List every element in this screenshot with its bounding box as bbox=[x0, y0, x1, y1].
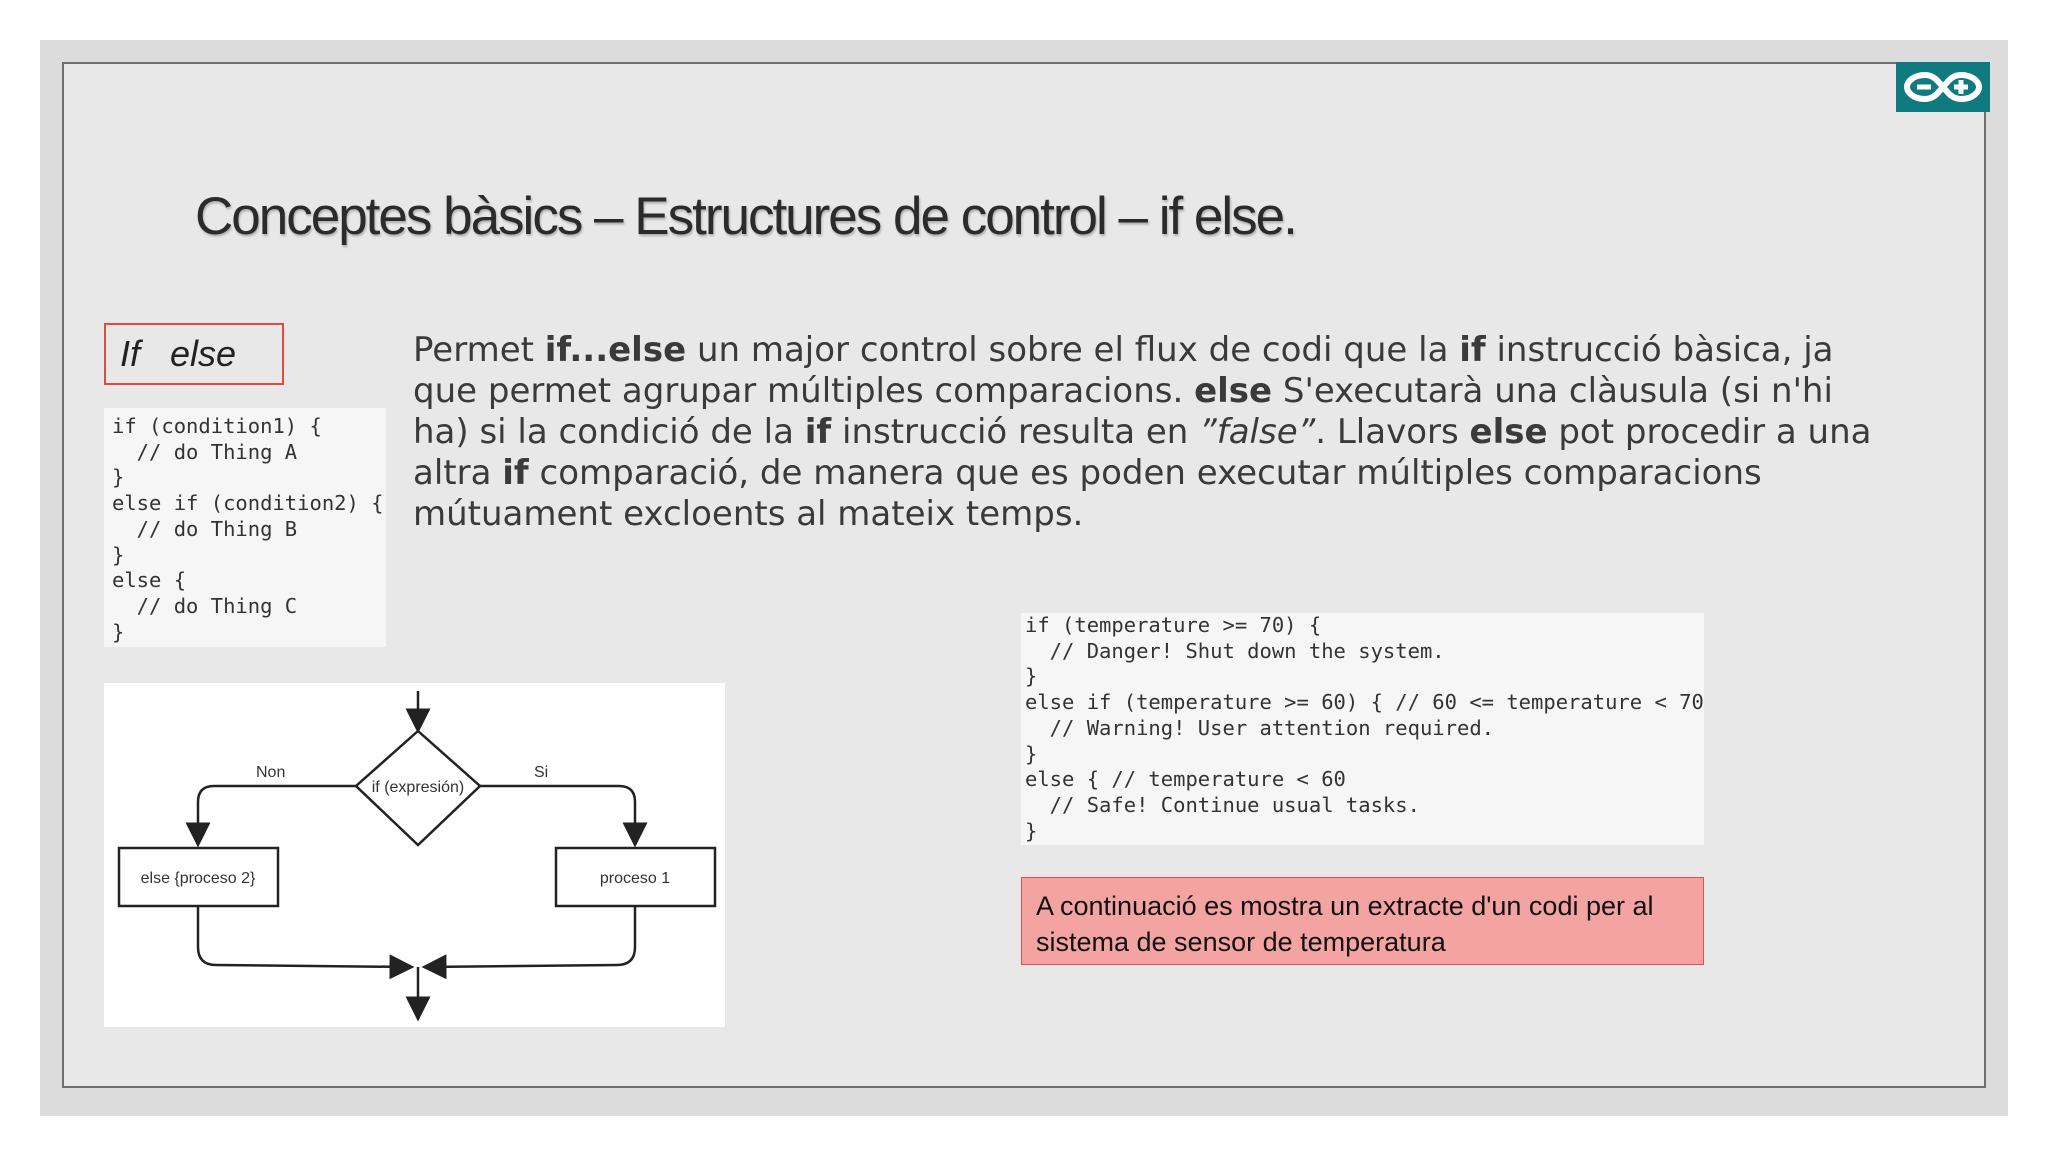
if-else-tag: If else bbox=[104, 323, 284, 385]
description-paragraph bbox=[413, 330, 1893, 535]
no-label: Non bbox=[256, 764, 286, 781]
description-run: if bbox=[1459, 330, 1486, 370]
slide-title: Conceptes bàsics – Estructures de control – if else. bbox=[195, 187, 1296, 246]
description-run: S'executarà una clàusula (si n'hi ha) si la condició de la bbox=[413, 371, 1833, 452]
infinity-icon bbox=[1903, 65, 1983, 109]
description-run: Permet bbox=[413, 330, 545, 370]
description-run: if bbox=[502, 453, 529, 493]
description-run: else bbox=[1469, 412, 1548, 452]
if-process-label: proceso 1 bbox=[599, 870, 671, 887]
yes-label: Si bbox=[534, 764, 549, 781]
if-else-flowchart bbox=[104, 683, 725, 1027]
else-process-label: else {proceso 2} bbox=[140, 870, 256, 887]
description-run: un major control sobre el flux de codi que la bbox=[686, 330, 1460, 370]
arduino-logo bbox=[1896, 62, 1990, 112]
decision-label: if (expresión) bbox=[371, 779, 465, 796]
description-run: if...else bbox=[544, 330, 687, 370]
description-run: . Llavors bbox=[1315, 412, 1470, 452]
no-branch-line bbox=[198, 786, 356, 845]
description-run: if bbox=[804, 412, 832, 452]
description-run: instrucció resulta en bbox=[831, 412, 1200, 452]
temperature-note: A continuació es mostra un extracte d'un codi per al sistema de sensor de temperatura bbox=[1021, 877, 1704, 965]
yes-branch-line bbox=[480, 786, 635, 845]
flowchart-panel bbox=[104, 683, 725, 1027]
code-snippet-temperature: if (temperature >= 70) { // Danger! Shut down the system. } else if (temperature >= 60) { // 60 <= temperature < 70 // Warning! User attention required. } else { // temperature < 60 // Safe! Continue usual tasks. } bbox=[1021, 613, 1704, 845]
else-merge-line bbox=[198, 906, 412, 967]
description-run: else bbox=[1194, 371, 1273, 411]
description-run: instrucció bàsica, ja que permet agrupar múltiples comparacions. bbox=[413, 330, 1834, 411]
code-snippet-generic: if (condition1) { // do Thing A } else if (condition2) { // do Thing B } else { // do Thing C } bbox=[104, 408, 386, 647]
description-run: ”false” bbox=[1199, 412, 1316, 452]
description-run: pot procedir a una altra bbox=[413, 412, 1872, 493]
if-merge-line bbox=[424, 906, 635, 967]
description-run: comparació, de manera que es poden executar múltiples comparacions mútuament excloents al mateix temps. bbox=[413, 453, 1762, 534]
